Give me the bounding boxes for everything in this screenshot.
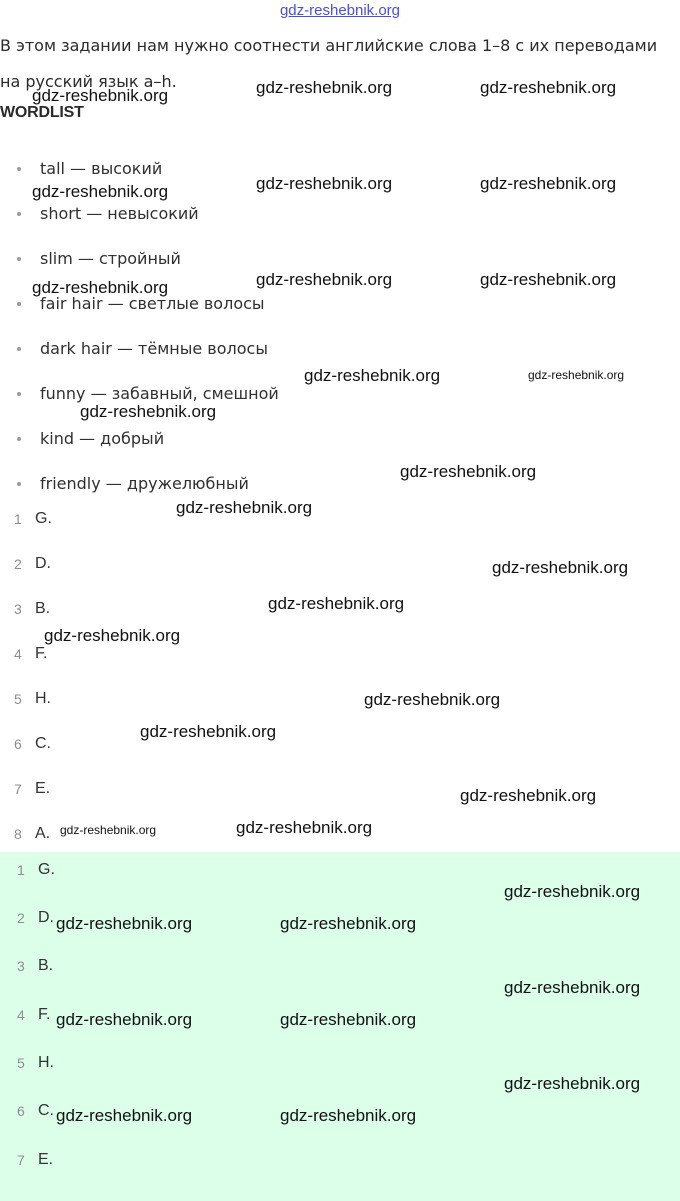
wordlist-item-text: fair hair — светлые волосы	[40, 294, 265, 313]
answer-letter: D.	[38, 909, 54, 926]
wordlist-item-text: friendly — дружелюбный	[40, 474, 249, 493]
bullet-dot-icon	[17, 437, 21, 441]
watermark: gdz-reshebnik.org	[44, 626, 181, 645]
bullet-dot-icon	[17, 392, 21, 396]
watermark: gdz-reshebnik.org	[56, 914, 193, 933]
answer-number: 5	[17, 1055, 25, 1071]
answer-number: 3	[14, 601, 22, 617]
watermark: gdz-reshebnik.org	[480, 174, 617, 193]
watermark: gdz-reshebnik.org	[480, 78, 617, 97]
watermark: gdz-reshebnik.org	[504, 882, 641, 901]
answer-letter: F.	[38, 1006, 51, 1023]
answer-number: 6	[17, 1103, 25, 1119]
bullet-dot-icon	[17, 257, 21, 261]
watermark: gdz-reshebnik.org	[60, 823, 157, 837]
answer-number: 4	[14, 646, 22, 662]
answer-letter: E.	[38, 1151, 54, 1168]
answer-number: 2	[17, 910, 25, 926]
watermark: gdz-reshebnik.org	[80, 402, 217, 421]
watermark: gdz-reshebnik.org	[236, 818, 373, 837]
bullet-dot-icon	[17, 167, 21, 171]
watermark: gdz-reshebnik.org	[268, 594, 405, 613]
bullet-dot-icon	[17, 482, 21, 486]
answer-letter: C.	[38, 1102, 54, 1119]
answer-number: 1	[14, 511, 22, 527]
watermark: gdz-reshebnik.org	[56, 1010, 193, 1029]
watermark: gdz-reshebnik.org	[504, 978, 641, 997]
answer-letter: E.	[35, 780, 51, 797]
answer-number: 8	[14, 826, 22, 842]
answer-letter: C.	[35, 735, 51, 752]
watermark: gdz-reshebnik.org	[32, 278, 169, 297]
answer-number: 7	[17, 1152, 25, 1168]
answer-letter: F.	[35, 645, 48, 662]
answer-number: 4	[17, 1007, 25, 1023]
answer-letter: H.	[38, 1054, 54, 1071]
wordlist-item-text: tall — высокий	[40, 159, 163, 178]
wordlist-item-text: kind — добрый	[40, 429, 165, 448]
watermark: gdz-reshebnik.org	[176, 498, 313, 517]
watermark: gdz-reshebnik.org	[56, 1106, 193, 1125]
watermark: gdz-reshebnik.org	[256, 174, 393, 193]
answer-letter: B.	[38, 957, 54, 974]
answer-number: 1	[17, 862, 25, 878]
wordlist-heading: WORDLIST	[0, 104, 84, 121]
watermark: gdz-reshebnik.org	[480, 270, 617, 289]
watermark: gdz-reshebnik.org	[140, 722, 277, 741]
intro-paragraph: В этом задании нам нужно соотнести английские слова 1–8 с их переводами на русский язык a–h.	[0, 36, 658, 91]
watermark: gdz-reshebnik.org	[32, 182, 169, 201]
watermark: gdz-reshebnik.org	[504, 1074, 641, 1093]
watermark: gdz-reshebnik.org	[256, 78, 393, 97]
watermark: gdz-reshebnik.org	[32, 86, 169, 105]
bullet-dot-icon	[17, 347, 21, 351]
bullet-dot-icon	[17, 212, 21, 216]
answer-number: 6	[14, 736, 22, 752]
watermark: gdz-reshebnik.org	[280, 1010, 417, 1029]
watermark: gdz-reshebnik.org	[280, 914, 417, 933]
site-link[interactable]: gdz-reshebnik.org	[279, 2, 401, 19]
watermark: gdz-reshebnik.org	[256, 270, 393, 289]
watermark: gdz-reshebnik.org	[528, 368, 625, 382]
answer-letter: G.	[35, 510, 52, 527]
wordlist-item-text: slim — стройный	[40, 249, 181, 268]
answer-number: 2	[14, 556, 22, 572]
watermark: gdz-reshebnik.org	[304, 366, 441, 385]
answer-letter: H.	[35, 690, 51, 707]
answer-number: 3	[17, 958, 25, 974]
watermark: gdz-reshebnik.org	[492, 558, 629, 577]
wordlist-item-text: dark hair — тёмные волосы	[40, 339, 268, 358]
answer-letter: D.	[35, 555, 51, 572]
watermark: gdz-reshebnik.org	[460, 786, 597, 805]
answer-letter: G.	[38, 861, 55, 878]
answer-number: 7	[14, 781, 22, 797]
wordlist-item-text: funny — забавный, смешной	[40, 384, 279, 403]
answer-number: 5	[14, 691, 22, 707]
bullet-dot-icon	[17, 302, 21, 306]
wordlist-item-text: short — невысокий	[40, 204, 199, 223]
watermark: gdz-reshebnik.org	[400, 462, 537, 481]
watermark: gdz-reshebnik.org	[280, 1106, 417, 1125]
watermark: gdz-reshebnik.org	[364, 690, 501, 709]
answer-letter: B.	[35, 600, 51, 617]
answer-letter: A.	[35, 825, 51, 842]
